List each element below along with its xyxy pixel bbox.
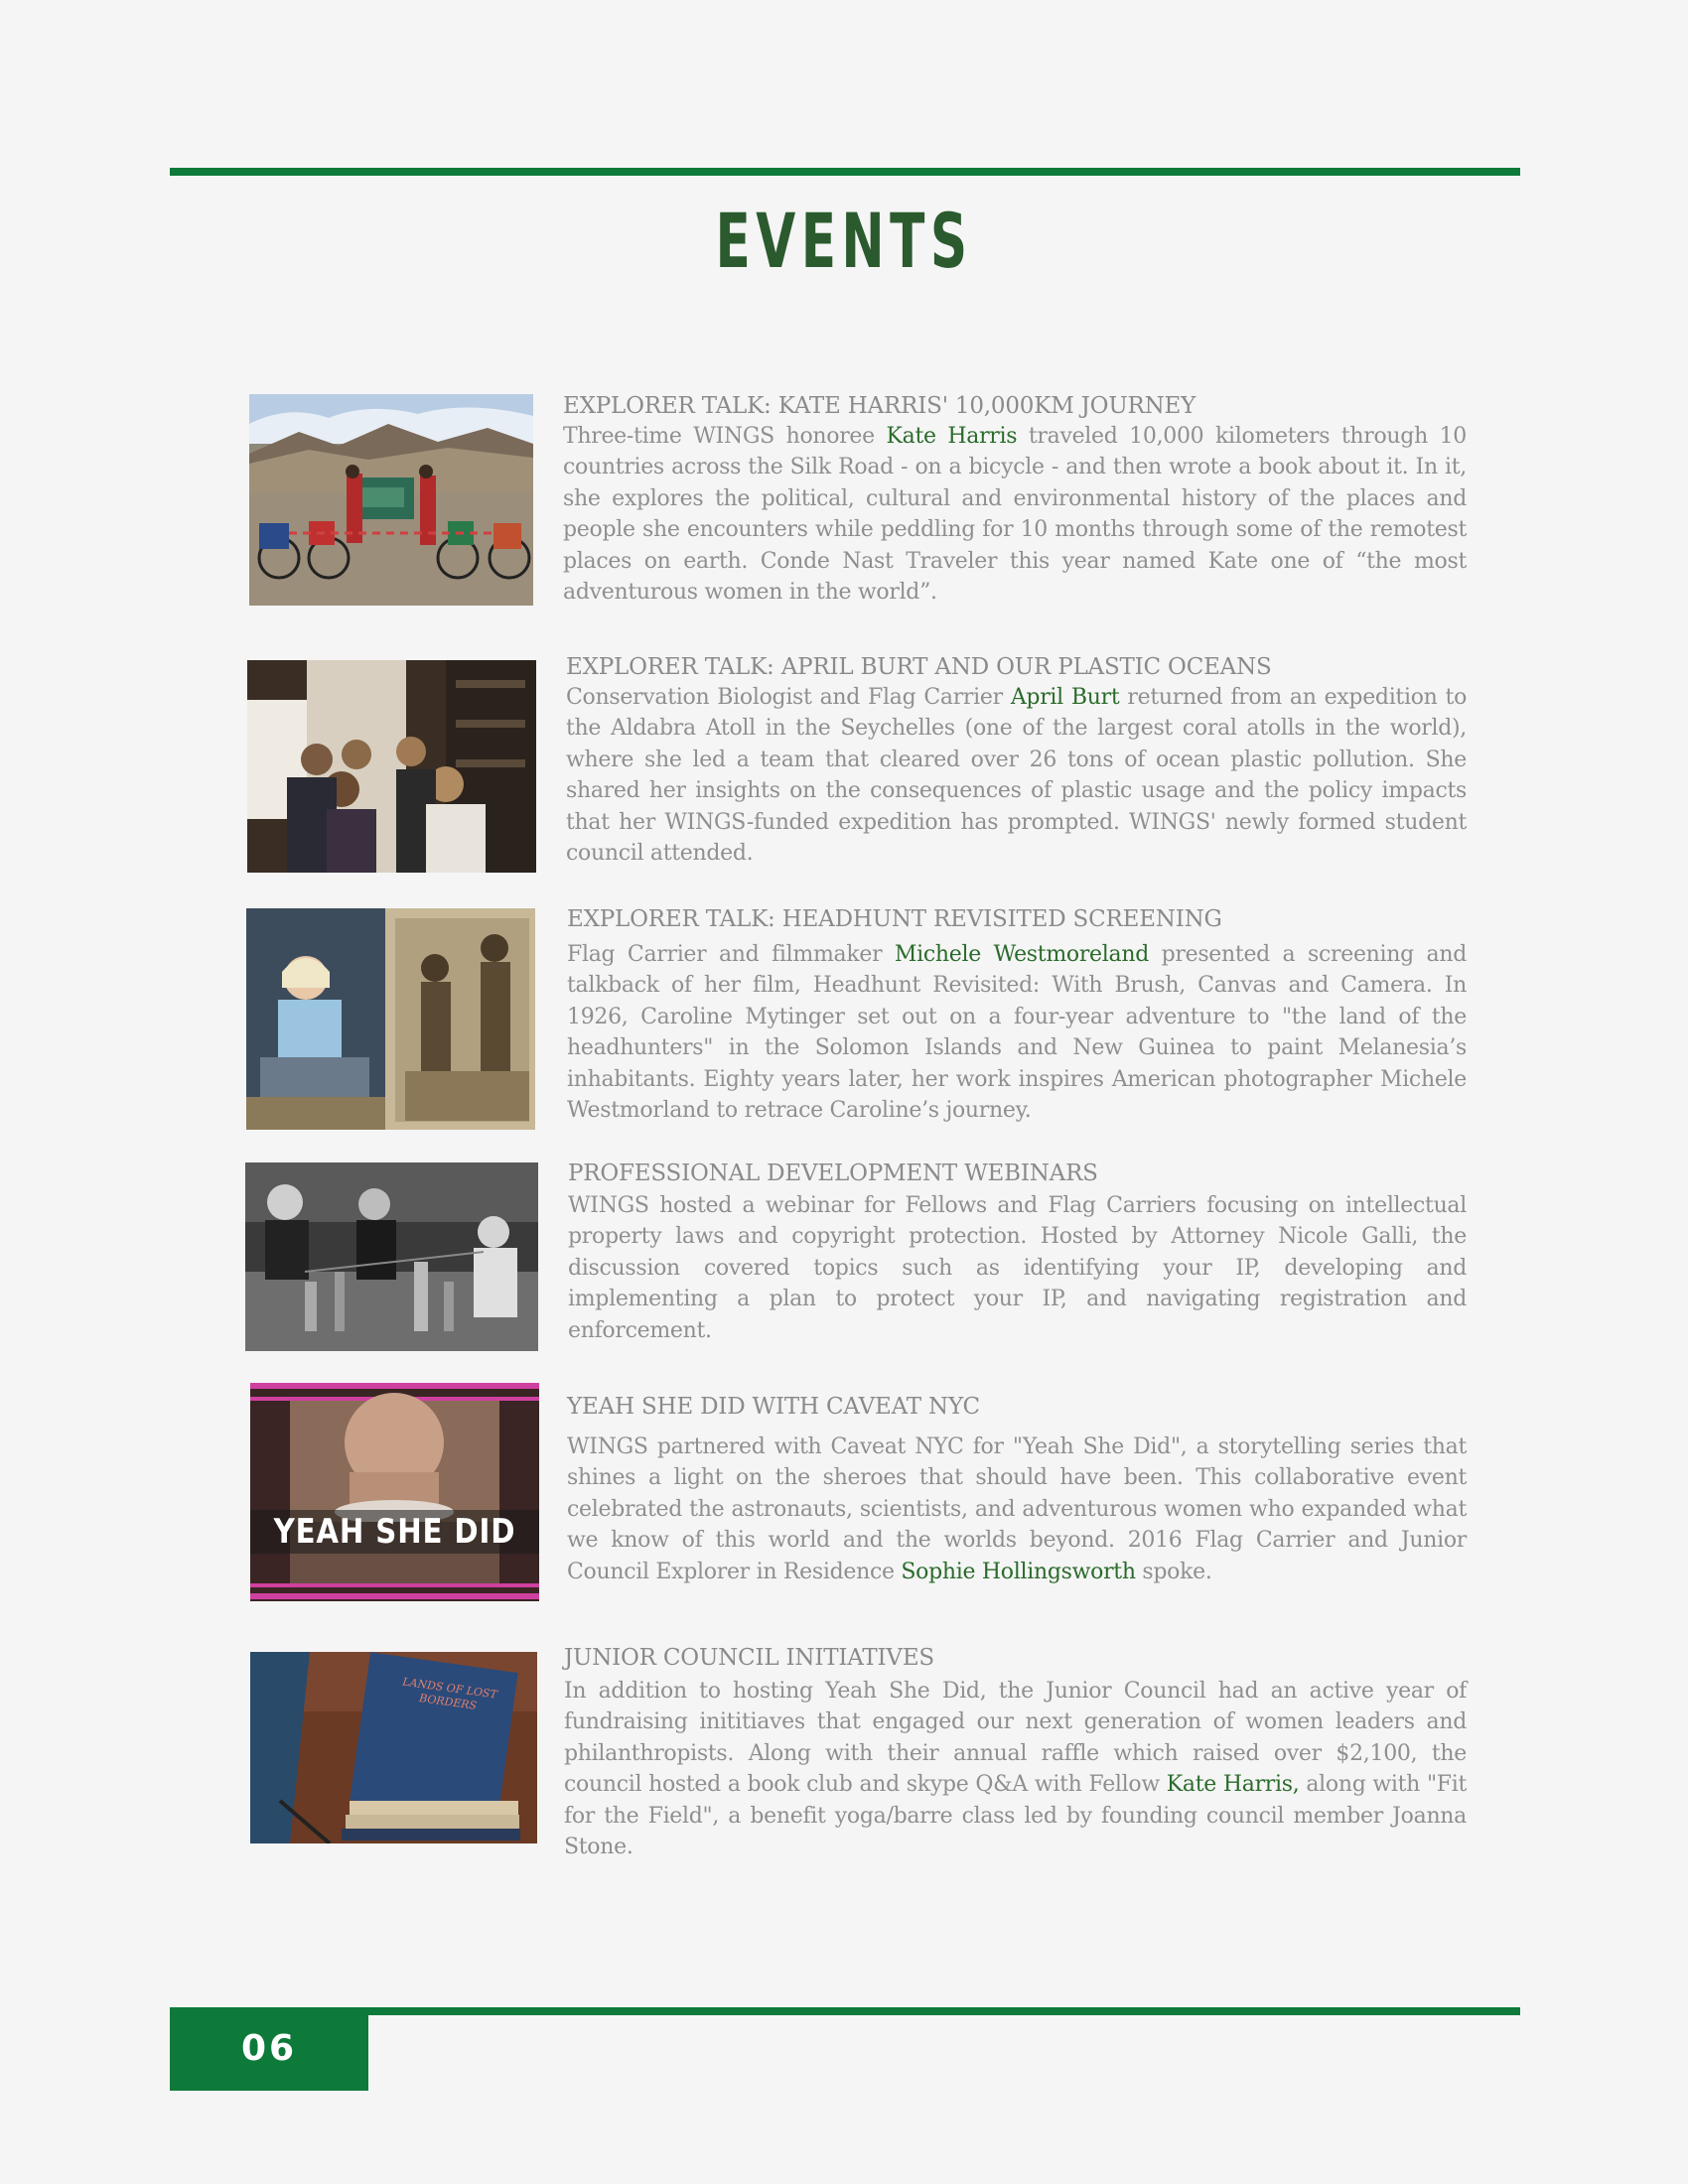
event-2-image	[247, 660, 536, 873]
books-photo-icon	[250, 1652, 537, 1843]
event-6-link[interactable]: Kate Harris,	[1166, 1772, 1300, 1798]
event-2-body: Conservation Biologist and Flag Carrier April Burt returned from an expedition to the Aldabra Atoll in the Seychelles (one of the largest coral atolls in the world), where she led a team that cleared over 26 tons of ocean plastic pollution. She shared her insights on the consequences of plastic usage and the policy impacts that her WINGS-funded expedition has prompted. WINGS' newly formed student council attended.	[566, 685, 1468, 867]
event-5-title: YEAH SHE DID WITH CAVEAT NYC	[567, 1394, 980, 1420]
event-2-link[interactable]: April Burt	[1010, 685, 1120, 710]
poster-photo-icon	[250, 1383, 539, 1601]
event-3-image	[246, 908, 535, 1130]
event-5-image	[250, 1383, 539, 1601]
poster-caption: YEAH SHE DID	[273, 1512, 516, 1552]
bottom-rule	[170, 2007, 1520, 2015]
event-2-title: EXPLORER TALK: APRIL BURT AND OUR PLASTIC OCEANS	[566, 654, 1272, 680]
top-rule	[170, 168, 1520, 176]
laboratory-photo-icon	[245, 1162, 538, 1351]
book-cover-title: LANDS OF LOST BORDERS	[401, 1675, 498, 1712]
event-1-title: EXPLORER TALK: KATE HARRIS' 10,000KM JOURNEY	[563, 393, 1196, 419]
event-3-body: Flag Carrier and filmmaker Michele Westmoreland presented a screening and talkback of her film, Headhunt Revisited: With Brush, Canvas and Camera. In 1926, Caroline Mytinger set out on a four-year adventure to "the land of the headhunters" in the Solomon Islands and New Guinea to paint Melanesia’s inhabitants. Eighty years later, her work inspires American photographer Michele Westmorland to retrace Caroline’s journey.	[567, 942, 1468, 1124]
event-6-title: JUNIOR COUNCIL INITIATIVES	[564, 1645, 934, 1671]
group-photo-icon	[247, 660, 536, 873]
page-number: 06	[170, 2011, 368, 2091]
event-5-link[interactable]: Sophie Hollingsworth	[901, 1559, 1136, 1584]
event-1-body: Three-time WINGS honoree Kate Harris traveled 10,000 kilometers through 10 countries across the Silk Road - on a bicycle - and then wrote a book about it. In it, she explores the political, cultural and environmental history of the places and people she encounters while peddling for 10 months through some of the remotest places on earth. Conde Nast Traveler this year named Kate one of “the most adventurous women in the world”.	[563, 424, 1467, 606]
event-4-title: PROFESSIONAL DEVELOPMENT WEBINARS	[568, 1160, 1098, 1186]
event-5-body: WINGS partnered with Caveat NYC for "Yeah She Did", a storytelling series that shines a light on the sheroes that should have been. This collaborative event celebrated the astronauts, scientists, and adventurous women who expanded what we know of this world and the worlds beyond. 2016 Flag Carrier and Junior Council Explorer in Residence Sophie Hollingsworth spoke.	[567, 1434, 1467, 1584]
cyclists-photo-icon	[249, 394, 533, 606]
event-4-body: WINGS hosted a webinar for Fellows and Flag Carriers focusing on intellectual property laws and copyright protection. Hosted by Attorney Nicole Galli, the discussion covered topics such as identifying your IP, developing and implementing a plan to protect your IP, and navigating registration and enforcement.	[568, 1193, 1467, 1343]
page-title: EVENTS	[715, 197, 973, 285]
event-1-link[interactable]: Kate Harris	[886, 424, 1018, 449]
event-6-body: In addition to hosting Yeah She Did, the Junior Council had an active year of fundraising inititiaves that engaged our next generation of women leaders and philanthropists. Along with their annual raffle which raised over $2,100, the council hosted a book club and skype Q&A with Fellow Kate Harris, along with "Fit for the Field", a benefit yoga/barre class led by founding council member Joanna Stone.	[564, 1679, 1468, 1860]
event-3-link[interactable]: Michele Westmoreland	[894, 942, 1149, 967]
event-1-image	[249, 394, 533, 606]
filmmaker-photo-icon	[246, 908, 535, 1130]
event-6-image	[250, 1652, 537, 1843]
event-4-image	[245, 1162, 538, 1351]
event-3-title: EXPLORER TALK: HEADHUNT REVISITED SCREENING	[567, 906, 1222, 932]
